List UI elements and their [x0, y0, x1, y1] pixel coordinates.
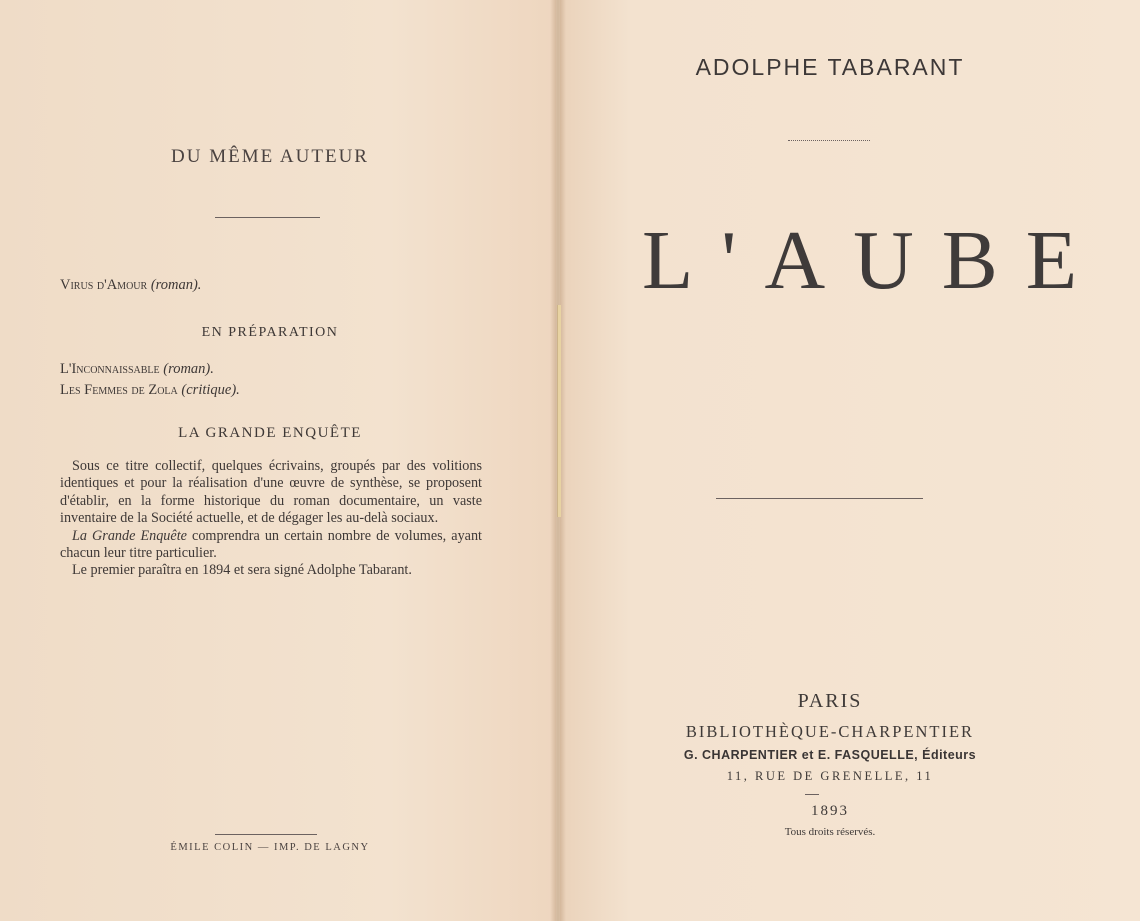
in-preparation-genre: (critique).: [181, 382, 240, 398]
series-paragraph: Le premier paraîtra en 1894 et sera signé Adolphe Tabarant.: [72, 562, 412, 579]
series-paragraph: Sous ce titre collectif, quelques écrivains, groupés par des volitions identiques et pour la réalisation d'une œuvre de synthèse, se proposent d'établir, en la forme historique du roman documentaire, un vaste inventaire de la Société actuelle, et de dégager les au-delà sociaux.: [60, 458, 482, 527]
publisher-city: PARIS: [797, 690, 863, 712]
imprint-rule: [215, 834, 317, 835]
in-preparation-genre: (roman).: [163, 361, 214, 377]
rights-notice: Tous droits réservés.: [784, 826, 876, 838]
series-heading: LA GRANDE ENQUÊTE: [178, 425, 362, 441]
publication-year: 1893: [811, 803, 849, 819]
published-work: [60, 277, 201, 294]
printer-imprint: ÉMILE COLIN — IMP. DE LAGNY: [170, 842, 370, 853]
heading-rule: [215, 217, 320, 218]
publisher-editors: G. CHARPENTIER et E. FASQUELLE, Éditeurs: [683, 748, 977, 762]
publisher-address: 11, RUE DE GRENELLE, 11: [726, 769, 934, 783]
book-title: L'AUBE: [642, 214, 1106, 307]
in-preparation-title: Les Femmes de Zola: [60, 382, 178, 398]
publisher-name: BIBLIOTHÈQUE-CHARPENTIER: [685, 722, 975, 741]
series-paragraph-text: comprendra un certain nombre de volumes, ayant chacun leur titre particulier.: [60, 527, 482, 562]
same-author-heading: DU MÊME AUTEUR: [171, 146, 369, 167]
series-description: [60, 458, 482, 580]
series-title-italic: La Grande Enquête: [72, 527, 187, 544]
address-rule: [805, 794, 819, 795]
author-name: ADOLPHE TABARANT: [695, 54, 965, 80]
in-preparation-title: L'Inconnaissable: [60, 361, 160, 377]
published-work-title: Virus d'Amour: [60, 277, 148, 293]
in-preparation-heading: EN PRÉPARATION: [201, 325, 339, 340]
in-preparation-item: [60, 382, 240, 399]
in-preparation-item: [60, 361, 214, 378]
author-rule: [788, 140, 870, 141]
binding-thread: [557, 305, 561, 517]
title-rule: [716, 498, 923, 499]
published-work-genre: (roman).: [150, 277, 202, 293]
series-paragraph: [60, 528, 482, 563]
